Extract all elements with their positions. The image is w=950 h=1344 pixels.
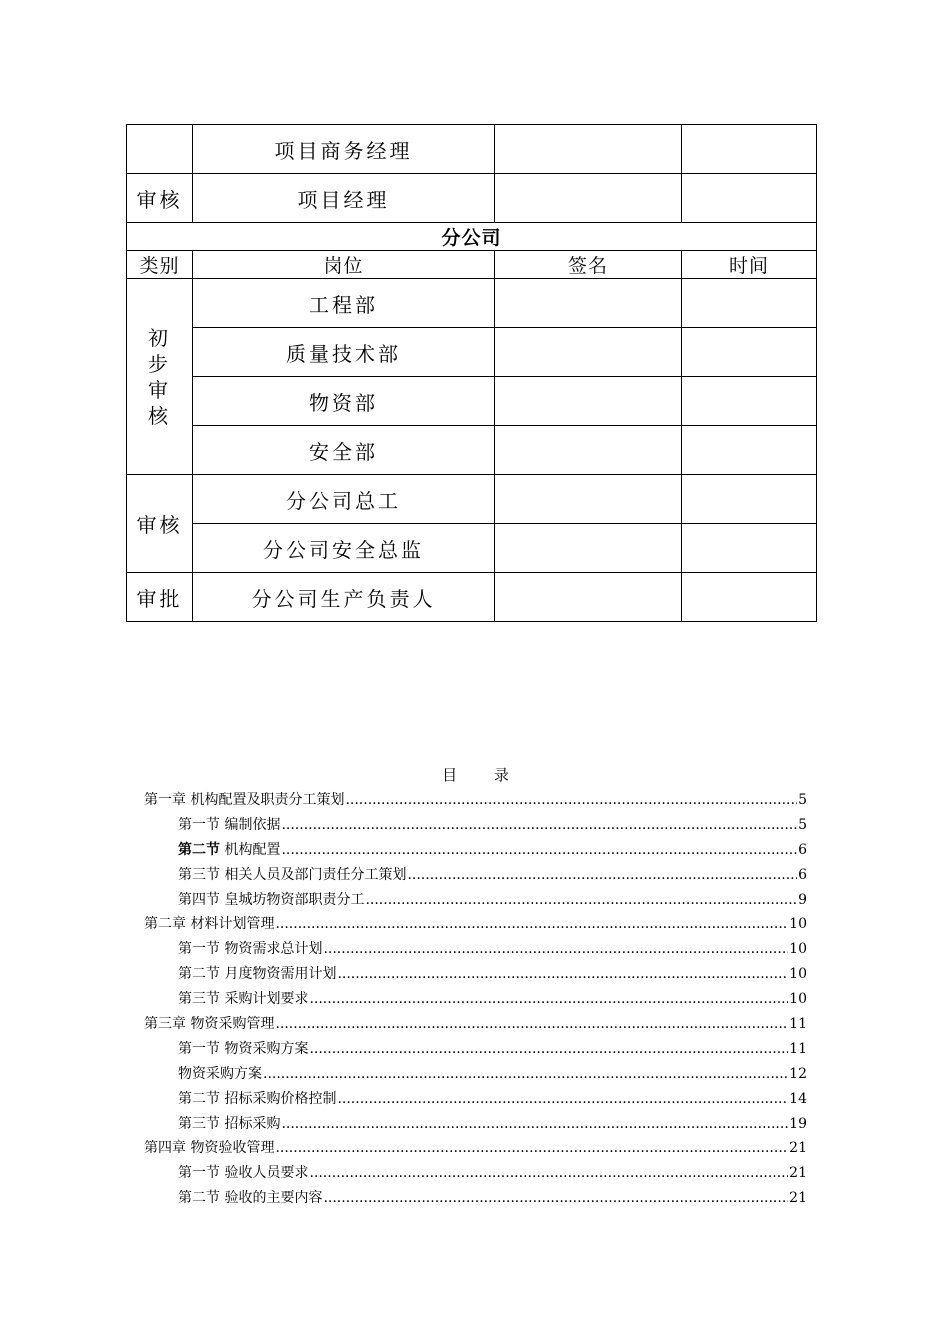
toc-page-number: 10 <box>789 966 807 983</box>
time-cell[interactable] <box>682 279 817 328</box>
toc-leader-dots <box>407 863 797 888</box>
toc-entry[interactable] <box>144 1136 807 1161</box>
toc-entry-label: 第一节 物资需求总计划 <box>178 941 323 958</box>
toc-leader-dots <box>337 1087 788 1112</box>
toc-page-number: 21 <box>789 1190 807 1207</box>
toc-entry-label: 第二节 月度物资需用计划 <box>178 966 337 983</box>
toc-entry[interactable] <box>144 1112 807 1137</box>
toc-leader-dots <box>323 1186 788 1211</box>
category-cell: 审核 <box>127 174 193 223</box>
toc-page-number: 19 <box>789 1115 807 1132</box>
toc-entry-label: 第三节 招标采购 <box>178 1115 281 1132</box>
toc-entry[interactable] <box>144 1062 807 1087</box>
toc-page-number: 14 <box>789 1090 807 1107</box>
toc-entry[interactable] <box>144 987 807 1012</box>
toc-entry[interactable] <box>144 1087 807 1112</box>
toc-page-number: 21 <box>789 1140 807 1157</box>
signature-cell[interactable] <box>495 524 682 573</box>
table-row <box>127 524 817 573</box>
time-cell[interactable] <box>682 174 817 223</box>
toc-entry-label: 第三节 相关人员及部门责任分工策划 <box>178 866 407 883</box>
time-cell[interactable] <box>682 125 817 174</box>
section-title: 分公司 <box>127 223 817 251</box>
category-cell <box>127 279 193 475</box>
position-cell: 项目经理 <box>193 174 495 223</box>
signature-cell[interactable] <box>495 426 682 475</box>
position-cell: 分公司生产负责人 <box>193 573 495 622</box>
toc-entry-label: 第一节 编制依据 <box>178 816 281 833</box>
toc-entry-label-rest: 机构配置 <box>220 841 281 858</box>
signature-cell[interactable] <box>495 377 682 426</box>
toc-entry-label: 第一节 物资采购方案 <box>178 1040 309 1057</box>
toc-page-number: 11 <box>789 1040 807 1057</box>
toc-entry[interactable] <box>144 788 807 813</box>
table-of-contents <box>144 762 807 1211</box>
toc-entry-label: 第一节 验收人员要求 <box>178 1165 309 1182</box>
toc-entry[interactable] <box>144 1161 807 1186</box>
toc-entry-label: 第一章 机构配置及职责分工策划 <box>144 792 345 808</box>
toc-page-number: 9 <box>798 891 807 908</box>
position-cell: 物资部 <box>193 377 495 426</box>
toc-entry-label: 第四章 物资验收管理 <box>144 1140 275 1157</box>
toc-entry-label: 第二节 招标采购价格控制 <box>178 1090 337 1107</box>
toc-leader-dots <box>309 1037 788 1062</box>
toc-entry-label: 物资采购方案 <box>178 1065 262 1082</box>
position-cell: 质量技术部 <box>193 328 495 377</box>
toc-entry[interactable] <box>144 838 807 863</box>
position-cell: 分公司安全总监 <box>193 524 495 573</box>
toc-entry-label-bold: 第二节 <box>178 841 220 858</box>
time-cell[interactable] <box>682 573 817 622</box>
toc-leader-dots <box>365 888 797 913</box>
table-row <box>127 174 817 223</box>
toc-entry[interactable] <box>144 1012 807 1037</box>
toc-entry[interactable] <box>144 937 807 962</box>
toc-page-number: 10 <box>789 991 807 1008</box>
position-cell: 工程部 <box>193 279 495 328</box>
toc-leader-dots <box>275 1012 788 1037</box>
toc-entry[interactable] <box>144 863 807 888</box>
toc-leader-dots <box>275 1136 788 1161</box>
toc-page-number: 11 <box>789 1016 807 1033</box>
toc-page-number: 12 <box>789 1065 807 1082</box>
category-cell: 审批 <box>127 573 193 622</box>
toc-page-number: 10 <box>789 916 807 933</box>
signature-cell[interactable] <box>495 125 682 174</box>
category-cell <box>127 125 193 174</box>
signature-cell[interactable] <box>495 328 682 377</box>
toc-entry-label: 第二章 材料计划管理 <box>144 916 275 933</box>
time-cell[interactable] <box>682 328 817 377</box>
toc-page-number: 6 <box>798 841 807 858</box>
toc-entry[interactable] <box>144 962 807 987</box>
toc-leader-dots <box>281 838 797 863</box>
toc-entry-label: 第二节 验收的主要内容 <box>178 1190 323 1207</box>
toc-entry-label: 第三章 物资采购管理 <box>144 1016 275 1033</box>
table-row <box>127 279 817 328</box>
signature-cell[interactable] <box>495 174 682 223</box>
category-label: 初步审核 <box>148 325 171 428</box>
signature-cell[interactable] <box>495 573 682 622</box>
toc-leader-dots <box>309 1161 788 1186</box>
toc-leader-dots <box>281 813 797 838</box>
toc-page-number: 5 <box>798 816 807 833</box>
header-category: 类别 <box>127 251 193 279</box>
time-cell[interactable] <box>682 524 817 573</box>
table-row <box>127 573 817 622</box>
header-time: 时间 <box>682 251 817 279</box>
toc-entry[interactable] <box>144 813 807 838</box>
signature-cell[interactable] <box>495 475 682 524</box>
toc-page-number: 6 <box>798 866 807 883</box>
section-row <box>127 223 817 251</box>
toc-entry[interactable] <box>144 888 807 913</box>
toc-leader-dots <box>337 962 788 987</box>
toc-entry[interactable] <box>144 912 807 937</box>
table-row <box>127 475 817 524</box>
toc-leader-dots <box>323 937 788 962</box>
toc-entry[interactable] <box>144 1186 807 1211</box>
header-signature: 签名 <box>495 251 682 279</box>
category-cell: 审核 <box>127 475 193 573</box>
approval-table <box>126 124 817 622</box>
time-cell[interactable] <box>682 475 817 524</box>
toc-leader-dots <box>275 912 788 937</box>
toc-page-number: 5 <box>798 792 807 808</box>
toc-entry-label: 第三节 采购计划要求 <box>178 991 309 1008</box>
toc-leader-dots <box>309 987 788 1012</box>
toc-leader-dots <box>281 1112 788 1137</box>
toc-entry-label <box>178 838 280 863</box>
position-cell: 项目商务经理 <box>193 125 495 174</box>
toc-entry-label: 第四节 皇城坊物资部职责分工 <box>178 891 365 908</box>
position-cell: 安全部 <box>193 426 495 475</box>
header-position: 岗位 <box>193 251 495 279</box>
table-row <box>127 125 817 174</box>
toc-entry[interactable] <box>144 1037 807 1062</box>
toc-page-number: 21 <box>789 1165 807 1182</box>
toc-leader-dots <box>263 1062 788 1087</box>
time-cell[interactable] <box>682 377 817 426</box>
signature-cell[interactable] <box>495 279 682 328</box>
table-row <box>127 328 817 377</box>
header-row <box>127 251 817 279</box>
toc-title: 目 录 <box>442 766 525 784</box>
time-cell[interactable] <box>682 426 817 475</box>
table-row <box>127 426 817 475</box>
position-cell: 分公司总工 <box>193 475 495 524</box>
toc-leader-dots <box>345 788 797 813</box>
table-row <box>127 377 817 426</box>
toc-list <box>144 788 807 1211</box>
toc-page-number: 10 <box>789 941 807 958</box>
